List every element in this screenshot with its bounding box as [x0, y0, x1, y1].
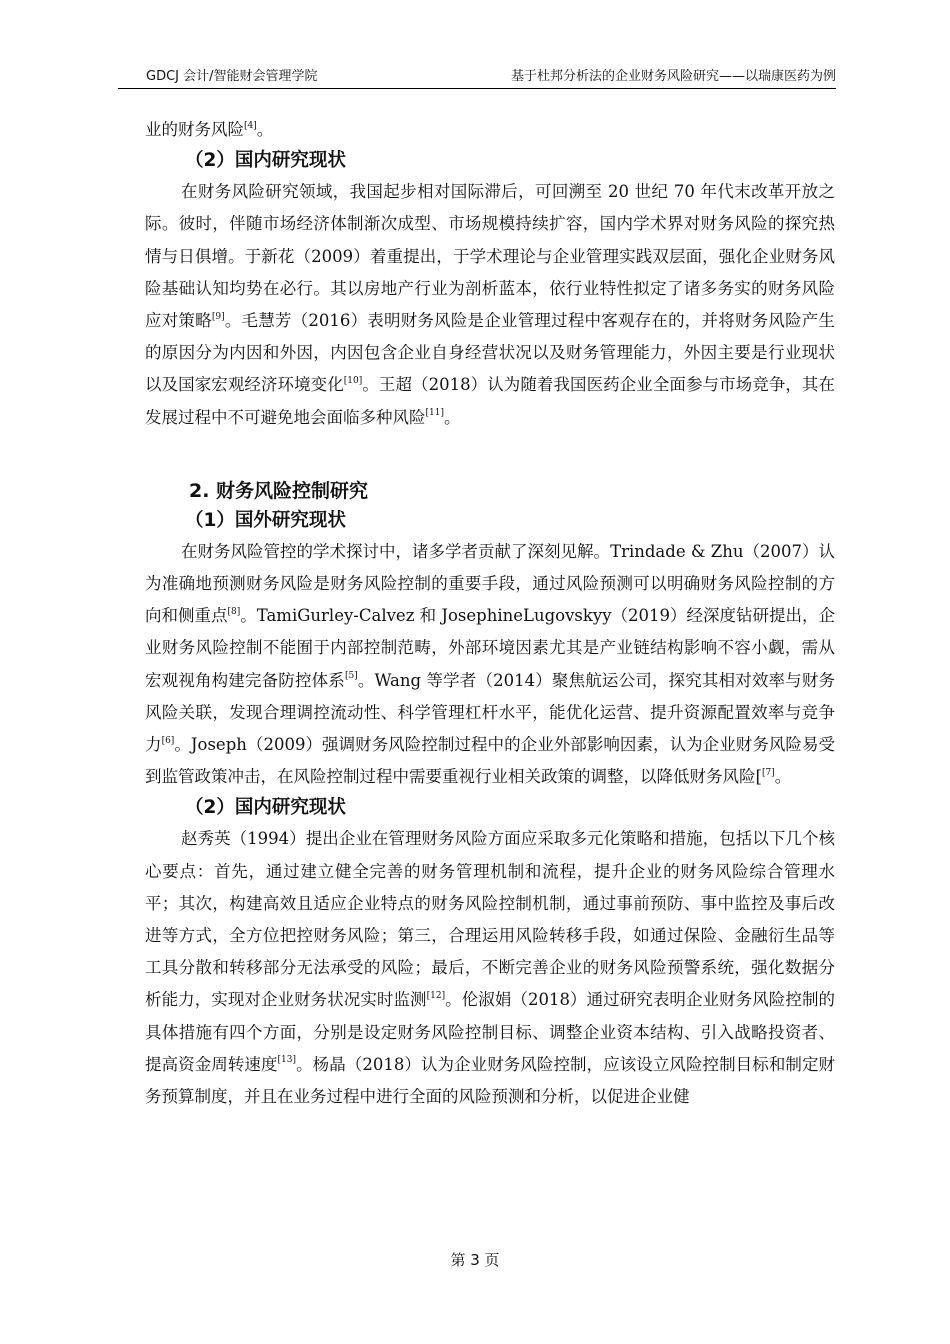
paragraph-text: 。王超（2018）认为随着我国医药企业全面参与市场竞争，其在发展过程中不可避免地会面临多种风险 — [145, 375, 835, 427]
citation-ref: [8] — [227, 606, 241, 617]
citation-ref: [13] — [277, 1055, 297, 1066]
citation-ref: [10] — [343, 375, 363, 386]
paragraph-text: 赵秀英（1994）提出企业在管理财务风险方面应采取多元化策略和措施，包括以下几个核心要点：首先，通过建立健全完善的财务管理机制和流程，提升企业的财务风险综合管理水平；其次，构建高效且适应企业特点的财务风险控制机制，通过事前预防、事中监控及事后改进等方式，全方位把控财务风险；第三，合理运用风险转移手段，如通过保险、金融衍生品等工具分散和转移部分无法承受的风险；最后，不断完善企业的财务风险预警系统，强化数据分析能力，实现对企业财务状况实时监测 — [145, 829, 835, 1010]
citation-ref: [12] — [426, 990, 446, 1001]
subheading-domestic-control: （2）国内研究现状 — [185, 797, 346, 819]
subheading-domestic-risk: （2）国内研究现状 — [185, 150, 346, 172]
paragraph-text: 在财务风险管控的学术探讨中，诸多学者贡献了深刻见解。Trindade & Zhu（2007）认为准确地预测财务风险是财务风险控制的重要手段，通过风险预测可以明确财务风险控制的方向和侧重点 — [145, 541, 835, 626]
citation-ref: [7] — [761, 767, 775, 778]
paragraph-text: 。 — [256, 120, 274, 139]
paragraph-text: 。毛慧芳（2016）表明财务风险是企业管理过程中客观存在的，并将财务风险产生的原因分为内因和外因，内因包含企业自身经营状况以及财务管理能力，外因主要是行业现状以及国家宏观经济环境变化 — [145, 311, 836, 395]
paragraph-text: 。TamiGurley-Calvez 和 JosephineLugovskyy（2019）经深度钻研提出，企业财务风险控制不能囿于内部控制范畴，外部环境因素尤其是产业链结构影响不容小觑，需从宏观视角构建完备防控体系 — [145, 606, 836, 690]
citation-ref: [9] — [211, 311, 225, 322]
paragraph-domestic-control — [145, 823, 835, 1113]
paragraph-text: 。 — [443, 407, 461, 427]
paragraph-continuation — [145, 114, 835, 146]
citation-ref: [11] — [425, 408, 444, 419]
paragraph-text: 。 — [774, 767, 792, 787]
citation-ref: [6] — [161, 735, 175, 746]
page-number: 第 3 页 — [450, 1251, 500, 1269]
paragraph-text: 。伦淑娟（2018）通过研究表明企业财务风险控制的具体措施有四个方面，分别是设定财务风险控制目标、调整企业资本结构、引入战略投资者、提高资金周转速度 — [145, 990, 836, 1074]
section-heading-risk-control: 2. 财务风险控制研究 — [189, 479, 369, 502]
paragraph-text: 。杨晶（2018）认为企业财务风险控制，应该设立风险控制目标和制定财务预算制度，并且在业务过程中进行全面的风险预测和分析，以促进企业健 — [145, 1054, 836, 1107]
header-thesis-title: 基于杜邦分析法的企业财务风险研究——以瑞康医药为例 — [510, 69, 836, 84]
paragraph-text: 。Wang 等学者（2014）聚焦航运公司，探究其相对效率与财务风险关联，发现合理调控流动性、科学管理杠杆水平，能优化运营、提升资源配置效率与竞争力 — [145, 670, 835, 755]
paragraph-text: 。Joseph（2009）强调财务风险控制过程中的企业外部影响因素，认为企业财务风险易受到监管政策冲击，在风险控制过程中需要重视行业相关政策的调整，以降低财务风险[ — [145, 735, 836, 787]
header-institution: GDCJ 会计/智能财会管理学院 — [146, 69, 318, 84]
citation-ref: [4] — [244, 120, 257, 131]
paragraph-text: 业的财务风险 — [145, 120, 244, 139]
citation-ref: [5] — [344, 671, 358, 682]
paragraph-text: 在财务风险研究领域，我国起步相对国际滞后，可回溯至 20 世纪 70 年代末改革开放之际。彼时，伴随市场经济体制渐次成型、市场规模持续扩容，国内学术界对财务风险的探究热情与日俱增。于新花（2009）着重提出，于学术理论与企业管理实践双层面，强化企业财务风险基础认知均势在必行。其以房地产行业为剖析蓝本，依行业特性拟定了诸多务实的财务风险应对策略 — [145, 182, 835, 331]
subheading-foreign-control: （1）国外研究现状 — [185, 509, 346, 531]
paragraph-domestic-risk — [145, 176, 835, 434]
paragraph-foreign-control — [145, 536, 835, 794]
page-header — [118, 66, 836, 89]
page-body — [145, 114, 835, 1113]
